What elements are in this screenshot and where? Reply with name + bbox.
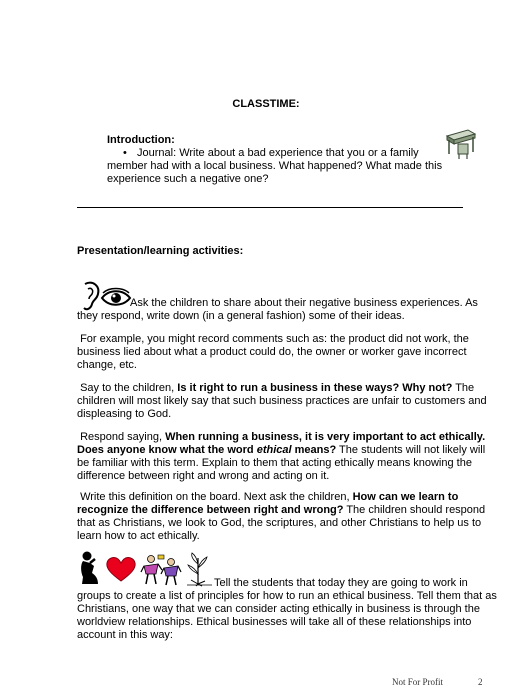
paragraph-5-question: How can we learn to recognize the difference between right and wrong? — [77, 491, 459, 516]
paragraph-3-text-a: Say to the children, — [80, 382, 178, 394]
paragraph-4-statement: When running a business, it is very important to act ethically. Does anyone know what the word — [77, 431, 486, 456]
paragraph-1: Ask the children to share about their negative business experiences. As they respond, write down (in a general fashion) some of their ideas. — [77, 297, 478, 322]
page-number: 2 — [478, 677, 483, 687]
paragraph-4-means: means? — [291, 444, 337, 456]
paragraph-5 — [77, 491, 497, 543]
paragraph-4-text-a: Respond saying, — [80, 431, 166, 443]
paragraph-6: Tell the students that today they are going to work in groups to create a list of principles for how to run an ethical business. Tell them that as Christians, one way that we can consider acting ethically in business is through the worldview relationships. Ethical businesses will take all of these relationships into account in this way: — [77, 577, 497, 641]
divider-line — [77, 207, 463, 208]
paragraph-4-text-e: The students will not likely will be familiar with this term. Explain to them that acting ethically means knowing the difference between right and wrong and acting on it. — [77, 444, 486, 482]
presentation-heading: Presentation/learning activities: — [77, 245, 244, 257]
bullet: • — [123, 147, 127, 159]
paragraph-5-text-a: Write this definition on the board. Next ask the children, — [80, 491, 353, 503]
page-title: CLASSTIME: — [232, 98, 300, 110]
paragraph-3-question: Is it right to run a business in these ways? Why not? — [177, 382, 453, 394]
introduction-heading: Introduction: — [107, 134, 175, 146]
paragraph-3 — [77, 382, 497, 421]
introduction-text: Journal: Write about a bad experience that you or a family member had with a local business. What happened? What made this experience such a negative one? — [107, 147, 443, 185]
paragraph-3-text-c: The children will most likely say that such business practices are unfair to customers and displeasing to God. — [77, 382, 487, 420]
footer-label: Not For Profit — [392, 677, 444, 687]
paragraph-4 — [77, 431, 497, 483]
paragraph-5-text-c: The children should respond that as Christians, we look to God, the scriptures, and other Christians to help us to learn how to act ethically. — [77, 504, 486, 542]
paragraph-2-text: For example, you might record comments such as: the product did not work, the business lied about what a product could do, the owner or worker gave incorrect change, etc. — [77, 333, 469, 371]
paragraph-4-ethical: ethical — [256, 444, 292, 456]
paragraph-2 — [77, 333, 497, 372]
desk-icon — [444, 128, 478, 160]
